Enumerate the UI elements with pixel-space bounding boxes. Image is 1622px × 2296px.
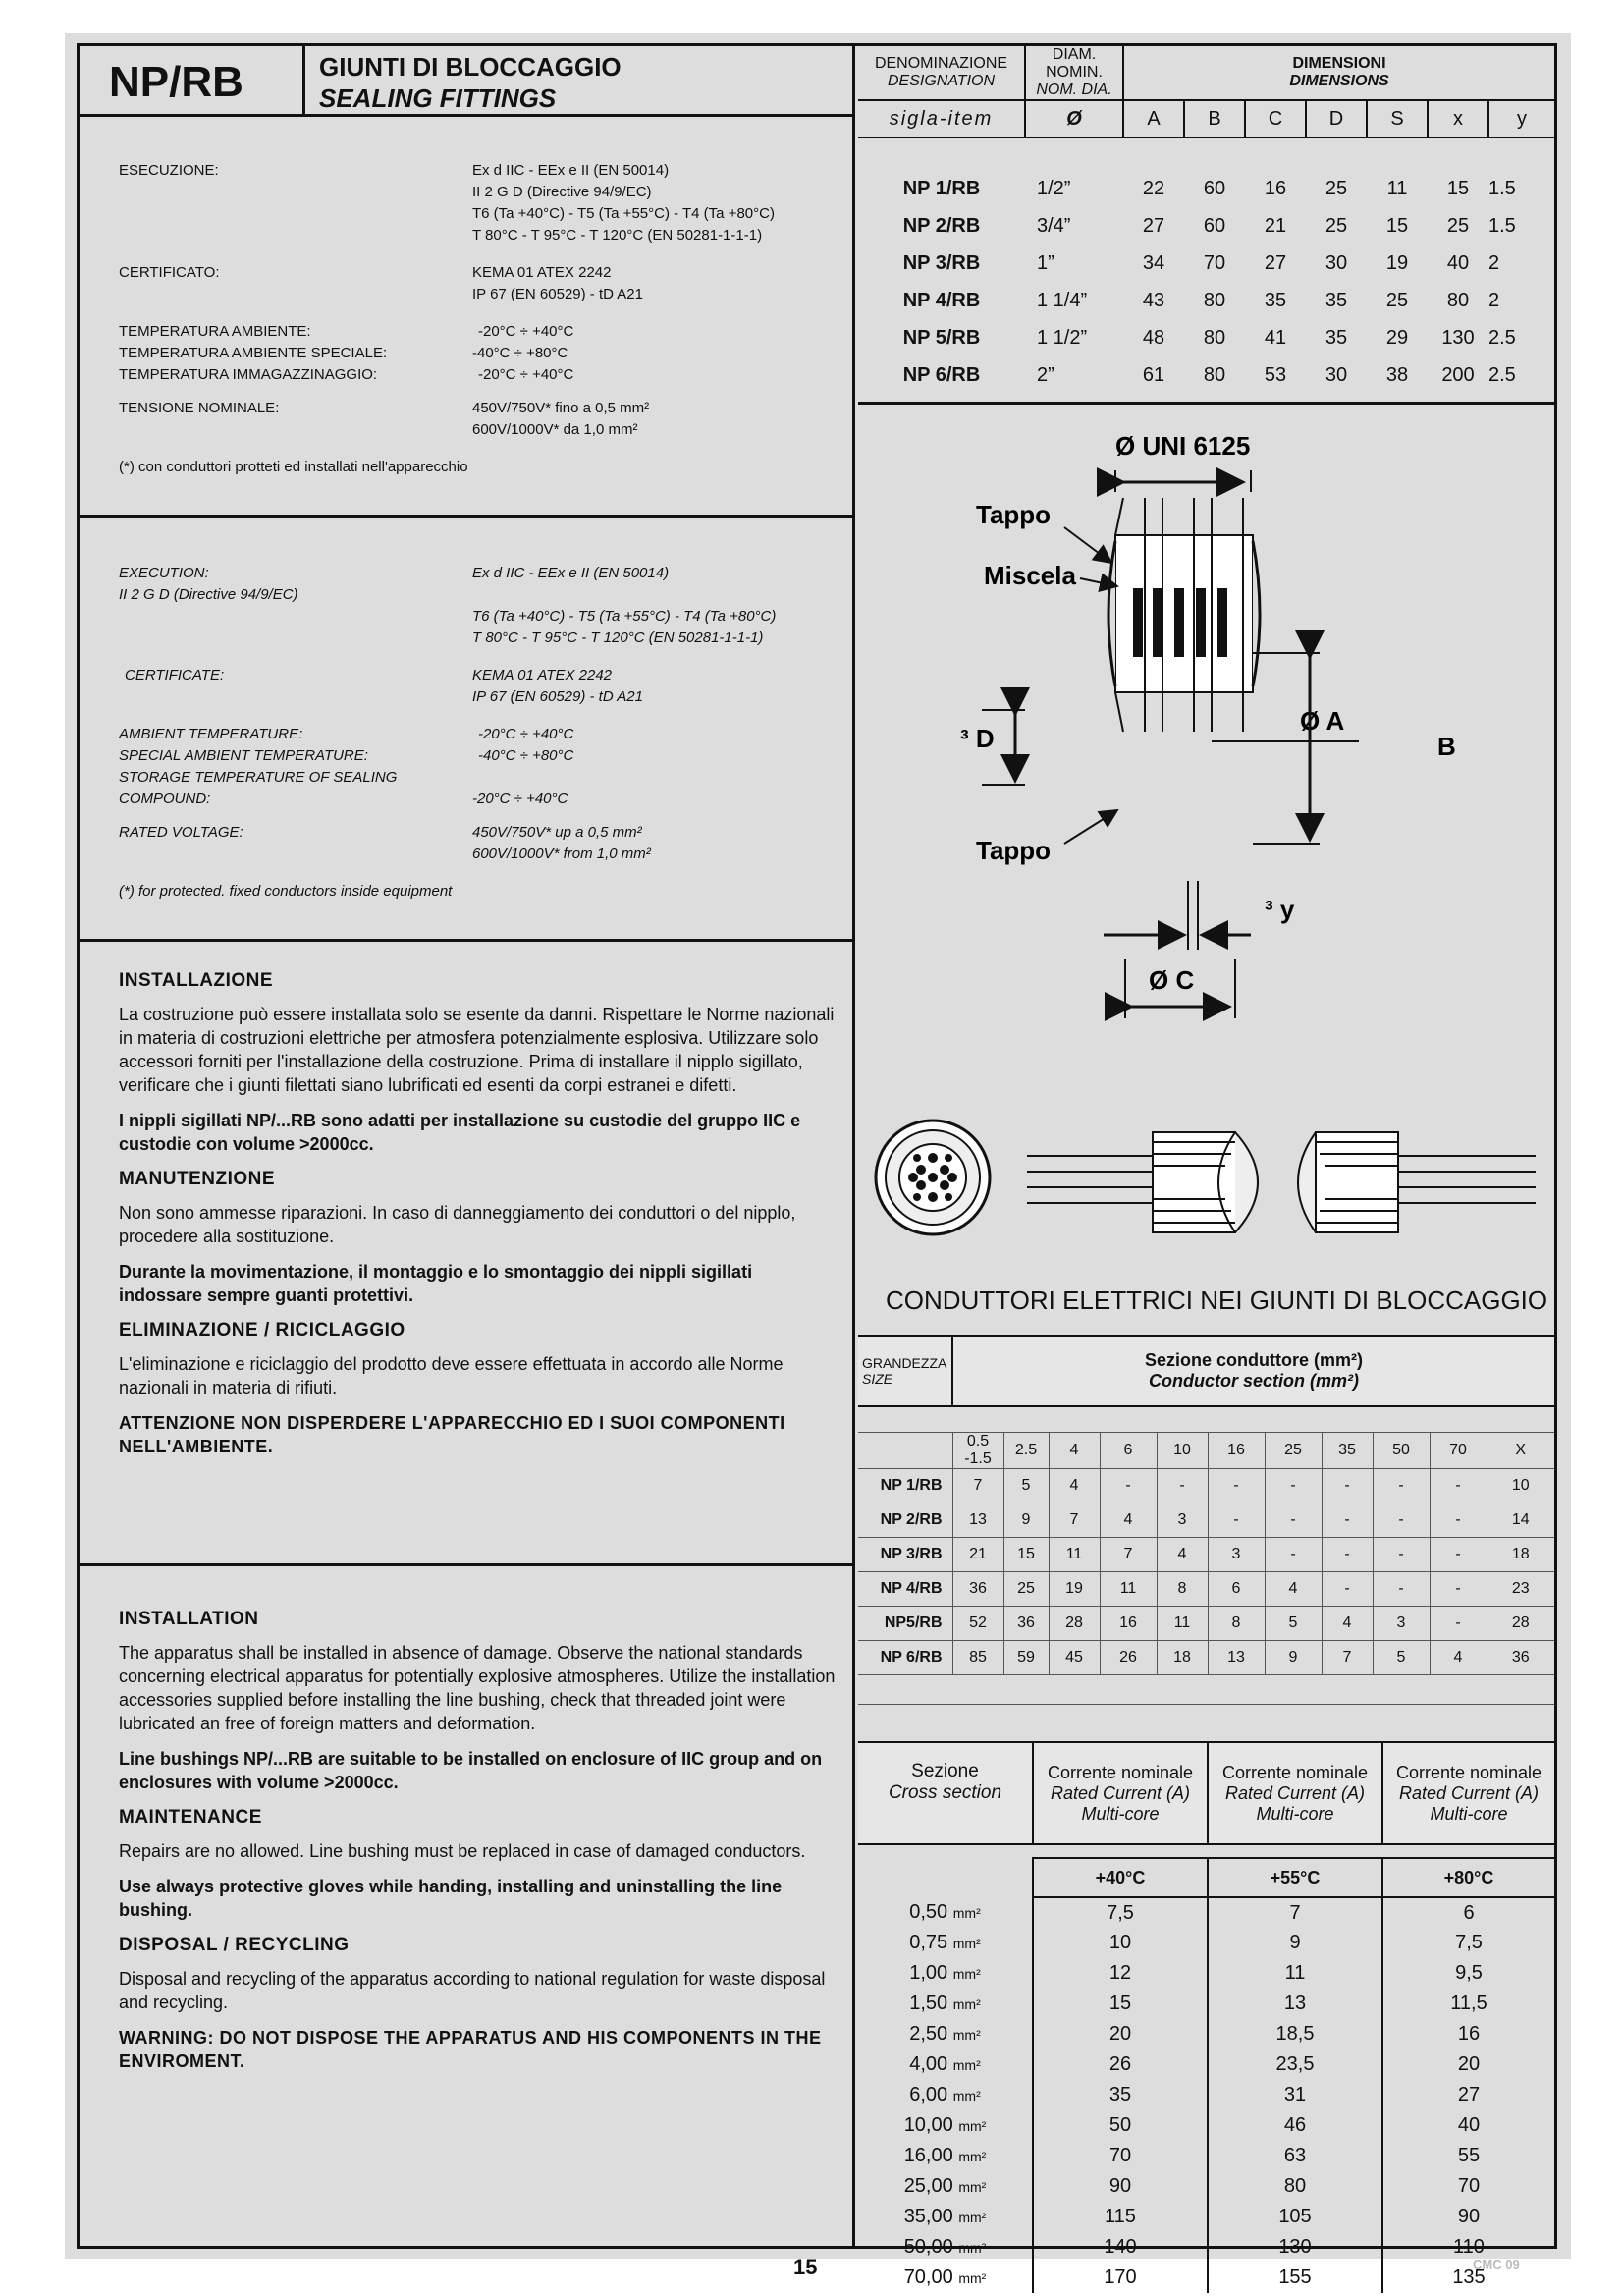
rated-row <box>858 2019 1554 2050</box>
spec-label: EXECUTION: II 2 G D (Directive 94/9/EC) <box>119 565 298 603</box>
dim-cell: 2.5 <box>1488 363 1516 386</box>
cond-col: X <box>1487 1432 1554 1468</box>
cond-cell: 7 <box>1049 1503 1100 1537</box>
cond-cell: 3 <box>1208 1537 1265 1571</box>
cond-col: 4 <box>1049 1432 1100 1468</box>
cond-cell: 4 <box>1049 1468 1100 1503</box>
label-c: Ø C <box>1149 965 1195 995</box>
cond-col: 25 <box>1265 1432 1322 1468</box>
spec-label: ESECUZIONE: <box>119 162 219 179</box>
spec-label: TEMPERATURA AMBIENTE: TEMPERATURA AMBIENTE SPECIALE: TEMPERATURA IMMAGAZZINAGGIO: <box>119 323 388 383</box>
rated-row <box>858 2080 1554 2110</box>
rated-section: 70,00 mm² <box>858 2263 1033 2293</box>
cond-size: NP 6/RB <box>858 1640 952 1674</box>
rated-cell: 11 <box>1208 1958 1382 1989</box>
cond-cell: - <box>1373 1503 1430 1537</box>
dim-cell: 41 <box>1264 326 1287 349</box>
rated-section: 0,50 mm² <box>858 1897 1033 1928</box>
cond-col: 70 <box>1430 1432 1487 1468</box>
cond-cell: 4 <box>1265 1571 1322 1606</box>
cond-cell: 23 <box>1487 1571 1554 1606</box>
dim-cell: 60 <box>1203 214 1226 237</box>
cond-col: 2.5 <box>1003 1432 1049 1468</box>
rated-row <box>858 2110 1554 2141</box>
rated-cell: 110 <box>1453 2236 1485 2258</box>
label-tappo-top: Tappo <box>976 500 1052 529</box>
rated-section: 6,00 mm² <box>858 2080 1033 2110</box>
rated-cell: 55 <box>1457 2145 1481 2166</box>
section-heading: DISPOSAL / RECYCLING <box>119 1935 350 1955</box>
dim-item: NP 2/RB <box>902 214 981 237</box>
rated-cell: 9 <box>1208 1928 1382 1958</box>
dim-row <box>858 245 1554 282</box>
spec-value: KEMA 01 ATEX 2242 IP 67 (EN 60529) - tD A21 <box>472 667 643 705</box>
dim-row <box>858 319 1554 356</box>
dim-cell: 30 <box>1325 251 1348 274</box>
instructions-italian <box>80 942 855 1566</box>
rated-cell: 35 <box>1033 2080 1208 2110</box>
section-heading: INSTALLAZIONE <box>119 970 274 991</box>
cond-cell: - <box>1373 1468 1430 1503</box>
paragraph: Durante la movimentazione, il montaggio e lo smontaggio dei nippli sigillati indossare sempre guanti protettivi. <box>119 1262 753 1305</box>
cond-cell: 18 <box>1487 1537 1554 1571</box>
cond-cell: 36 <box>1487 1640 1554 1674</box>
rated-cell: 63 <box>1208 2141 1382 2171</box>
cond-cell: - <box>1265 1468 1322 1503</box>
paragraph: L'eliminazione e riciclaggio del prodotto deve essere effettuata in accordo alle Norme nazionali in materia di rifiuti. <box>119 1354 784 1397</box>
dim-cell: 16 <box>1264 177 1287 199</box>
rated-header: Sezione Cross section Corrente nominale Rated Current (A) Multi-core Corrente nominale Rated Current (A) Multi-core Corrente nominale Rated Current (A) Multi-core <box>858 1742 1554 1844</box>
dim-cell: 19 <box>1385 251 1409 274</box>
paragraph: The apparatus shall be installed in absence of damage. Observe the national standards concerning electrical apparatus for potentially explosive atmospheres. Utilize the installation accessories supplied before installing the line bushing, check that threaded joint were lubricated an free of foreign matters and deformation. <box>119 1643 836 1733</box>
rated-cell: 155 <box>1208 2263 1382 2293</box>
label-tappo-bot: Tappo <box>976 836 1052 865</box>
conductors-table <box>858 1335 1554 1705</box>
rated-cell: 9,5 <box>1455 1962 1483 1984</box>
cond-size: NP 3/RB <box>858 1537 952 1571</box>
rated-temps: +40°C +55°C +80°C <box>858 1858 1554 1897</box>
paragraph: Repairs are no allowed. Line bushing must be replaced in case of damaged conductors. <box>119 1841 806 1861</box>
dim-row <box>858 356 1554 394</box>
cond-cell: 45 <box>1049 1640 1100 1674</box>
cond-size: NP 2/RB <box>858 1503 952 1537</box>
cond-cell: - <box>1208 1503 1265 1537</box>
cond-cell: 11 <box>1157 1606 1208 1640</box>
dim-cell: 53 <box>1264 363 1287 386</box>
dim-cell: 34 <box>1142 251 1165 274</box>
rated-section: 0,75 mm² <box>858 1928 1033 1958</box>
dim-cell: 80 <box>1203 326 1226 349</box>
cond-size: NP 4/RB <box>858 1571 952 1606</box>
spec-note: (*) con conduttori protteti ed installati nell'apparecchio <box>119 459 468 475</box>
rated-cell: 18,5 <box>1208 2019 1382 2050</box>
cond-cell: 5 <box>1265 1606 1322 1640</box>
cond-cell: 14 <box>1487 1503 1554 1537</box>
rated-section: 35,00 mm² <box>858 2202 1033 2232</box>
rated-row <box>858 1958 1554 1989</box>
section-heading: INSTALLATION <box>119 1609 259 1629</box>
cond-cell: 10 <box>1487 1468 1554 1503</box>
label-d: ³ D <box>960 724 995 753</box>
dim-item: NP 5/RB <box>902 326 981 349</box>
cond-size: NP5/RB <box>858 1606 952 1640</box>
dimensions-table <box>858 46 1554 147</box>
dim-item: NP 1/RB <box>902 177 981 199</box>
rated-cell: 70 <box>1033 2141 1208 2171</box>
spec-label: CERTIFICATO: <box>119 264 220 281</box>
cond-col-header <box>858 1432 1554 1468</box>
dim-cell: 38 <box>1385 363 1409 386</box>
paragraph: Non sono ammesse riparazioni. In caso di danneggiamento dei conduttori o del nipplo, procedere alla sostituzione. <box>119 1203 796 1246</box>
dim-cell: 1 1/4” <box>1037 289 1088 311</box>
cond-cell: 5 <box>1003 1468 1049 1503</box>
title-italian: GIUNTI DI BLOCCAGGIO <box>319 52 622 82</box>
rated-row <box>858 2202 1554 2232</box>
dim-cell: 1.5 <box>1488 214 1516 237</box>
paragraph: Disposal and recycling of the apparatus according to national regulation for waste disposal and recycling. <box>119 1969 826 2012</box>
dim-cell: 1” <box>1037 251 1054 274</box>
cond-cell: 4 <box>1322 1606 1373 1640</box>
cond-cell: 19 <box>1049 1571 1100 1606</box>
cond-cell: 9 <box>1003 1503 1049 1537</box>
rated-cell: 6 <box>1463 1901 1475 1924</box>
rated-section: 10,00 mm² <box>858 2110 1033 2141</box>
cond-cell: 36 <box>1003 1606 1049 1640</box>
dim-cell: 29 <box>1385 326 1409 349</box>
dim-cell: 27 <box>1142 214 1165 237</box>
dim-cell: 30 <box>1325 363 1348 386</box>
rated-cell: 16 <box>1457 2023 1481 2045</box>
spec-note: (*) for protected. fixed conductors inside equipment <box>119 883 453 900</box>
spec-value: Ex d IIC - EEx e II (EN 50014) <box>472 565 670 581</box>
dim-cell: 25 <box>1385 289 1409 311</box>
cond-cell: - <box>1322 1571 1373 1606</box>
left-column <box>80 46 855 2246</box>
cond-cell: 3 <box>1157 1503 1208 1537</box>
rated-cell: 40 <box>1457 2114 1481 2136</box>
dim-cell: 21 <box>1264 214 1287 237</box>
rated-section: 4,00 mm² <box>858 2050 1033 2080</box>
dim-cell: 2 <box>1488 251 1500 274</box>
rated-cell: 13 <box>1208 1989 1382 2019</box>
rated-cell: 50 <box>1033 2110 1208 2141</box>
rated-cell: 80 <box>1208 2171 1382 2202</box>
warning: WARNING: DO NOT DISPOSE THE APPARATUS AND HIS COMPONENTS IN THE ENVIROMENT. <box>119 2028 822 2071</box>
dim-item: NP 6/RB <box>902 363 981 386</box>
cond-cell: - <box>1100 1468 1157 1503</box>
dim-cell: 25 <box>1446 214 1470 237</box>
dim-cell: 70 <box>1203 251 1226 274</box>
cond-cell: - <box>1430 1503 1487 1537</box>
dim-cell: 1.5 <box>1488 177 1516 199</box>
rated-cell: 140 <box>1033 2232 1208 2263</box>
dim-header: DENOMINAZIONE DESIGNATION DIAM. NOMIN. NOM. DIA. DIMENSIONI DIMENSIONS <box>858 46 1554 100</box>
rated-cell: 20 <box>1033 2019 1208 2050</box>
label-b: B <box>1437 732 1456 761</box>
cond-row <box>858 1606 1554 1640</box>
cond-cell: 13 <box>952 1503 1003 1537</box>
cond-cell: 59 <box>1003 1640 1049 1674</box>
rated-row <box>858 2171 1554 2202</box>
dim-cell: 61 <box>1142 363 1165 386</box>
rated-cell: 20 <box>1457 2053 1481 2075</box>
dim-cell: 40 <box>1446 251 1470 274</box>
spec-value: -20°C ÷ +40°C -40°C ÷ +80°C -20°C ÷ +40°C <box>472 726 574 807</box>
cond-cell: - <box>1157 1468 1208 1503</box>
cond-cell: 9 <box>1265 1640 1322 1674</box>
dim-row <box>858 282 1554 319</box>
dim-cell: 3/4” <box>1037 214 1071 237</box>
cond-cell: 7 <box>1100 1537 1157 1571</box>
cond-cell: 28 <box>1049 1606 1100 1640</box>
cond-row <box>858 1640 1554 1674</box>
cond-cell: 25 <box>1003 1571 1049 1606</box>
dim-cell: 25 <box>1325 214 1348 237</box>
rated-cell: 170 <box>1033 2263 1208 2293</box>
rated-cell: 135 <box>1452 2267 1486 2288</box>
cond-row <box>858 1468 1554 1503</box>
cond-cell: - <box>1430 1468 1487 1503</box>
cond-cell: 18 <box>1157 1640 1208 1674</box>
title-english: SEALING FITTINGS <box>319 83 557 113</box>
cond-cell: 6 <box>1208 1571 1265 1606</box>
spec-label: RATED VOLTAGE: <box>119 824 243 841</box>
spec-value: Ex d IIC - EEx e II (EN 50014) II 2 G D (Directive 94/9/EC) T6 (Ta +40°C) - T5 (Ta +55°C) - T4 (Ta +80°C) T 80°C - T 95°C - T 120°C (EN 50281-1-1-1) <box>472 162 775 244</box>
rated-row <box>858 2050 1554 2080</box>
cond-size: NP 1/RB <box>858 1468 952 1503</box>
rated-section: 1,00 mm² <box>858 1958 1033 1989</box>
rated-section: 25,00 mm² <box>858 2171 1033 2202</box>
cond-cell: 8 <box>1157 1571 1208 1606</box>
rated-cell: 7 <box>1208 1897 1382 1928</box>
spec-value: KEMA 01 ATEX 2242 IP 67 (EN 60529) - tD A21 <box>472 264 643 302</box>
dim-cell: 2” <box>1037 363 1054 386</box>
page-number: 15 <box>793 2255 818 2279</box>
section-heading: MAINTENANCE <box>119 1807 262 1828</box>
rated-cell: 70 <box>1457 2175 1481 2197</box>
rated-cell: 115 <box>1033 2202 1208 2232</box>
rated-row <box>858 2263 1554 2293</box>
cond-cell: 7 <box>1322 1640 1373 1674</box>
fitting-diagram <box>858 419 1554 969</box>
dim-cell: 22 <box>1142 177 1165 199</box>
cond-cell: - <box>1430 1571 1487 1606</box>
spec-value: T6 (Ta +40°C) - T5 (Ta +55°C) - T4 (Ta +80°C) T 80°C - T 95°C - T 120°C (EN 50281-1-1-1) <box>472 608 777 646</box>
dim-cell: 15 <box>1446 177 1470 199</box>
rated-section: 16,00 mm² <box>858 2141 1033 2171</box>
label-uni: Ø UNI 6125 <box>1115 431 1251 461</box>
spec-value: -20°C ÷ +40°C -40°C ÷ +80°C -20°C ÷ +40°C <box>472 323 574 383</box>
spec-label: TENSIONE NOMINALE: <box>119 400 280 416</box>
conductors-title: CONDUTTORI ELETTRICI NEI GIUNTI DI BLOCCAGGIO <box>886 1285 1548 1315</box>
dim-cell: 2 <box>1488 289 1500 311</box>
cond-cell: 4 <box>1100 1503 1157 1537</box>
dim-cell: 200 <box>1441 363 1475 386</box>
cond-cell: - <box>1265 1503 1322 1537</box>
dim-cell: 48 <box>1142 326 1165 349</box>
cond-cell: - <box>1430 1537 1487 1571</box>
rated-row <box>858 1928 1554 1958</box>
warning: ATTENZIONE NON DISPERDERE L'APPARECCHIO ED I SUOI COMPONENTI NELL'AMBIENTE. <box>119 1413 785 1456</box>
paragraph: I nippli sigillati NP/...RB sono adatti per installazione su custodie del gruppo IIC e custodie con volume >2000cc. <box>119 1111 801 1154</box>
rated-cell: 46 <box>1208 2110 1382 2141</box>
dim-cell: 35 <box>1264 289 1287 311</box>
spec-italian <box>80 117 855 518</box>
cond-cell: 13 <box>1208 1640 1265 1674</box>
c-dimension <box>858 959 1554 1028</box>
rated-section: 1,50 mm² <box>858 1989 1033 2019</box>
dimensions-rows <box>858 170 1554 394</box>
paragraph: La costruzione può essere installata solo se esente da danni. Rispettare le Norme nazionali in materia di costruzioni elettriche per atmosfera potenzialmente esplosiva. Utilizzare solo accessori forniti per l'installazione della costruzione. Prima di installare il nipplo sigillato, verificare che i giunti filettati siano lubrificati ed esenti da corpi estranei e difetti. <box>119 1005 835 1095</box>
cond-cell: 11 <box>1049 1537 1100 1571</box>
cond-col: 6 <box>1100 1432 1157 1468</box>
cond-row <box>858 1571 1554 1606</box>
rated-cell: 11,5 <box>1450 1993 1487 2014</box>
dim-cell: 1/2” <box>1037 177 1071 199</box>
cond-col: 50 <box>1373 1432 1430 1468</box>
dim-col-header: sigla-item Ø A B C D S x y <box>858 100 1554 137</box>
rated-cell: 7,5 <box>1033 1897 1208 1928</box>
dim-cell: 35 <box>1325 289 1348 311</box>
cond-cell: 4 <box>1157 1537 1208 1571</box>
spec-value: 450V/750V* up a 0,5 mm² 600V/1000V* from 1,0 mm² <box>472 824 651 862</box>
cond-cell: 21 <box>952 1537 1003 1571</box>
dim-cell: 1 1/2” <box>1037 326 1088 349</box>
cond-cell: - <box>1322 1503 1373 1537</box>
label-miscela: Miscela <box>984 561 1076 590</box>
cond-cell: 26 <box>1100 1640 1157 1674</box>
label-y: ³ y <box>1265 895 1295 924</box>
cond-row <box>858 1537 1554 1571</box>
cond-cell: 28 <box>1487 1606 1554 1640</box>
dim-item: NP 3/RB <box>902 251 981 274</box>
spec-english <box>80 518 855 942</box>
dim-cell: 43 <box>1142 289 1165 311</box>
cond-cell: 4 <box>1430 1640 1487 1674</box>
rated-cell: 15 <box>1033 1989 1208 2019</box>
paragraph: Use always protective gloves while handing, installing and uninstalling the line bushing. <box>119 1877 783 1920</box>
cond-cell: 8 <box>1208 1606 1265 1640</box>
cond-cell: - <box>1373 1571 1430 1606</box>
cond-cell: - <box>1265 1537 1322 1571</box>
cond-cell: - <box>1322 1537 1373 1571</box>
paragraph: Line bushings NP/...RB are suitable to be installed on enclosure of IIC group and on enclosures with volume >2000cc. <box>119 1749 823 1792</box>
rated-cell: 27 <box>1457 2084 1481 2105</box>
cond-cell: - <box>1208 1468 1265 1503</box>
cond-col: 16 <box>1208 1432 1265 1468</box>
title-block <box>80 46 855 117</box>
cond-col: 35 <box>1322 1432 1373 1468</box>
product-code: NP/RB <box>80 46 305 117</box>
divider <box>858 402 1554 405</box>
dim-row <box>858 207 1554 245</box>
rated-section: 2,50 mm² <box>858 2019 1033 2050</box>
cond-cell: - <box>1322 1468 1373 1503</box>
rated-cell: 31 <box>1208 2080 1382 2110</box>
rated-cell: 130 <box>1208 2232 1382 2263</box>
cond-cell: 5 <box>1373 1640 1430 1674</box>
rated-cell: 26 <box>1033 2050 1208 2080</box>
section-heading: ELIMINAZIONE / RICICLAGGIO <box>119 1320 406 1340</box>
cond-cell: 52 <box>952 1606 1003 1640</box>
rated-row <box>858 1989 1554 2019</box>
dim-cell: 2.5 <box>1488 326 1516 349</box>
rated-cell: 12 <box>1033 1958 1208 1989</box>
dim-cell: 60 <box>1203 177 1226 199</box>
rated-cell: 23,5 <box>1208 2050 1382 2080</box>
cond-cell: - <box>1430 1606 1487 1640</box>
rated-cell: 7,5 <box>1455 1932 1483 1953</box>
footer-mark: CMC 09 <box>1473 2257 1520 2271</box>
dim-cell: 11 <box>1386 177 1408 199</box>
spec-value: 450V/750V* fino a 0,5 mm² 600V/1000V* da 1,0 mm² <box>472 400 650 438</box>
cond-cell: 36 <box>952 1571 1003 1606</box>
dim-item: NP 4/RB <box>902 289 981 311</box>
cond-cell: - <box>1373 1537 1430 1571</box>
cond-col: 10 <box>1157 1432 1208 1468</box>
rated-section: 50,00 mm² <box>858 2232 1033 2263</box>
dim-cell: 80 <box>1203 363 1226 386</box>
cond-cell: 11 <box>1100 1571 1157 1606</box>
rated-row <box>858 2141 1554 2171</box>
cond-col: 0.5 -1.5 <box>952 1432 1003 1468</box>
section-heading: MANUTENZIONE <box>119 1169 276 1189</box>
cond-cell: 7 <box>952 1468 1003 1503</box>
conductors-drawing <box>858 1067 1554 1264</box>
rated-cell: 10 <box>1033 1928 1208 1958</box>
dim-cell: 130 <box>1441 326 1475 349</box>
cond-cell: 3 <box>1373 1606 1430 1640</box>
dim-cell: 15 <box>1385 214 1409 237</box>
rated-row <box>858 2232 1554 2263</box>
rated-row <box>858 1897 1554 1928</box>
rated-cell: 90 <box>1033 2171 1208 2202</box>
cond-cell: 85 <box>952 1640 1003 1674</box>
dim-cell: 80 <box>1446 289 1470 311</box>
rated-cell: 105 <box>1208 2202 1382 2232</box>
cond-header: GRANDEZZA SIZE Sezione conduttore (mm²) Conductor section (mm²) <box>858 1336 1554 1406</box>
dim-cell: 35 <box>1325 326 1348 349</box>
cond-cell: 16 <box>1100 1606 1157 1640</box>
cond-row <box>858 1503 1554 1537</box>
dim-cell: 27 <box>1264 251 1287 274</box>
rated-cell: 90 <box>1457 2206 1481 2227</box>
label-a: Ø A <box>1300 706 1345 736</box>
dim-cell: 25 <box>1325 177 1348 199</box>
spec-label: CERTIFICATE: <box>125 667 225 683</box>
dim-row <box>858 170 1554 207</box>
rated-current-table <box>858 1741 1554 2293</box>
dim-cell: 80 <box>1203 289 1226 311</box>
spec-label: AMBIENT TEMPERATURE: SPECIAL AMBIENT TEMPERATURE: STORAGE TEMPERATURE OF SEALING COMPOUND: <box>119 726 398 807</box>
cond-cell: 15 <box>1003 1537 1049 1571</box>
